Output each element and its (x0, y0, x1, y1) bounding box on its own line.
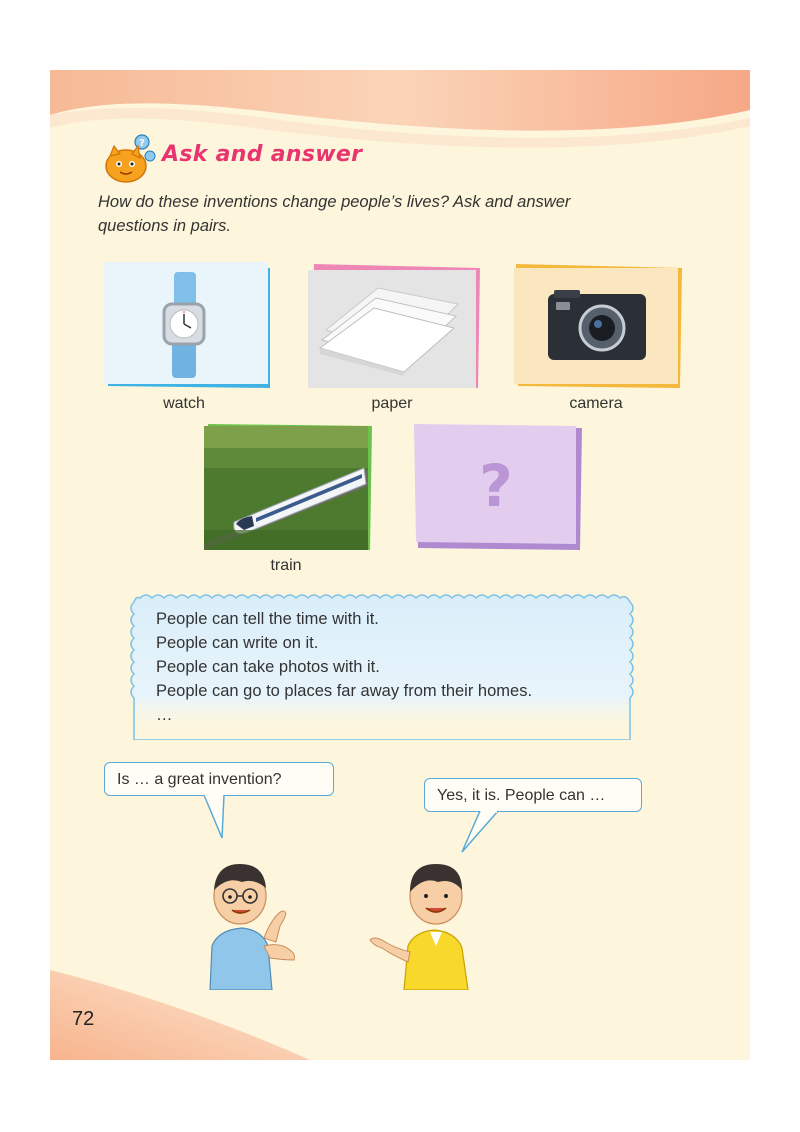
invention-card-paper (308, 262, 482, 390)
invention-label-paper: paper (371, 395, 413, 412)
paper-photo (308, 270, 476, 388)
section-title: Ask and answer (162, 142, 363, 167)
invention-card-watch (104, 262, 272, 390)
invention-label-camera: camera (569, 395, 623, 412)
camera-photo (514, 268, 678, 384)
invention-card-unknown (412, 422, 584, 552)
answer-bubble-tail (458, 810, 508, 854)
invention-label-train: train (270, 557, 302, 574)
example-sentence-4: People can go to places far away from their homes. (156, 682, 533, 700)
instructions (98, 190, 658, 238)
page-number: 72 (72, 1008, 95, 1030)
example-sentence-3: People can take photos with it. (156, 658, 380, 676)
cat-question-icon (102, 132, 158, 184)
svg-text:?: ? (139, 138, 145, 149)
invention-card-train (204, 422, 374, 552)
example-sentence-1: People can tell the time with it. (156, 610, 379, 628)
textbook-page (50, 70, 750, 1060)
section-heading (102, 132, 502, 184)
question-speech-bubble: Is … a great invention? (104, 762, 334, 796)
instructions-line-2: questions in pairs. (98, 217, 231, 235)
example-sentence-ellipsis: … (156, 706, 173, 724)
invention-label-watch: watch (163, 395, 205, 412)
watch-photo (104, 262, 268, 384)
question-mark-card (412, 422, 584, 552)
invention-card-camera (514, 262, 684, 390)
example-sentence-2: People can write on it. (156, 634, 319, 652)
example-sentences (156, 607, 626, 727)
boy-with-glasses-illustration (198, 850, 308, 990)
question-mark-symbol: ? (479, 452, 513, 520)
question-bubble-tail (200, 794, 240, 840)
boy-in-yellow-shirt-illustration (364, 850, 484, 990)
instructions-line-1: How do these inventions change people’s lives? Ask and answer (98, 193, 571, 211)
answer-speech-bubble: Yes, it is. People can … (424, 778, 642, 812)
train-photo (204, 426, 368, 550)
